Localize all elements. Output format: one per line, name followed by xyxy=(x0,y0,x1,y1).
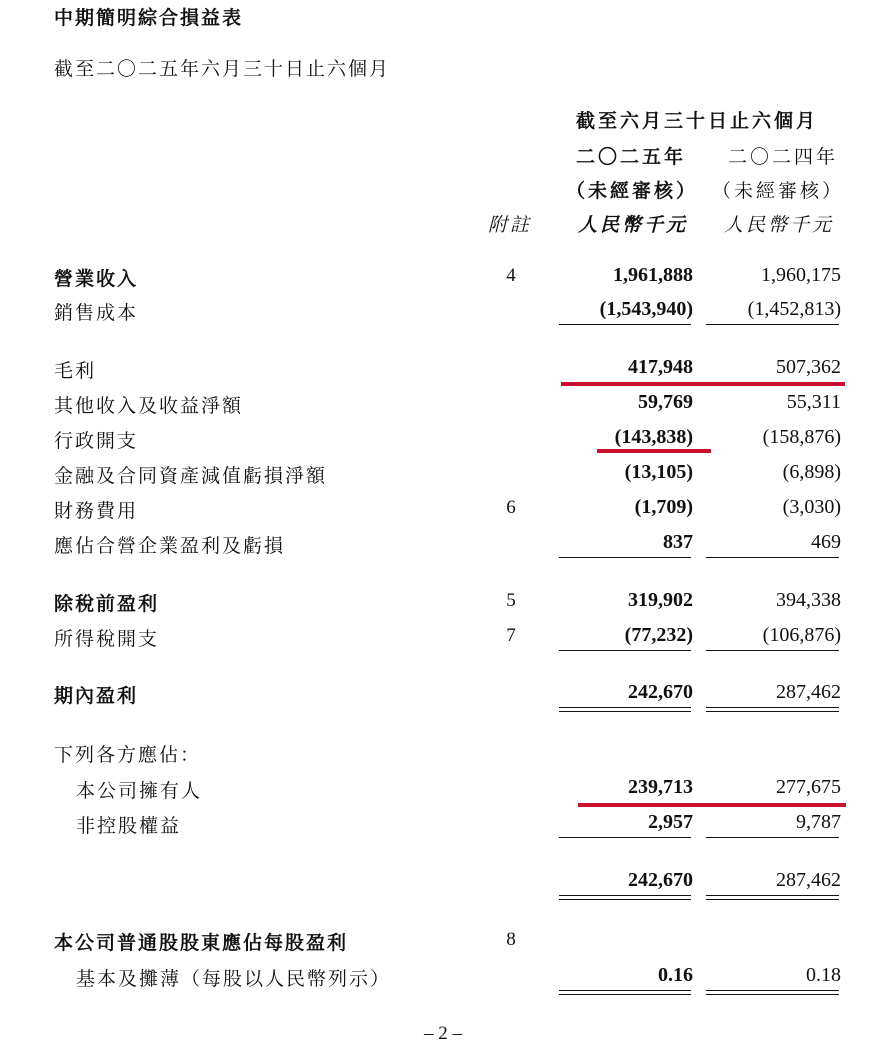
row-label-profit-before-tax: 除稅前盈利 xyxy=(54,593,160,615)
total-double-rule xyxy=(706,895,839,896)
row-label-other-income: 其他收入及收益淨額 xyxy=(54,395,244,417)
row-label-revenue: 營業收入 xyxy=(54,268,139,290)
row-value-2024-gross-profit: 507,362 xyxy=(776,356,841,378)
row-note-revenue: 4 xyxy=(506,265,516,286)
row-label-finance-costs: 財務費用 xyxy=(54,500,139,522)
total-double-rule xyxy=(706,994,839,995)
row-value-2024-income-tax: (106,876) xyxy=(762,624,841,646)
row-note-profit-before-tax: 5 xyxy=(506,590,516,611)
row-value-2025-profit-before-tax: 319,902 xyxy=(628,589,693,611)
total-double-rule xyxy=(706,899,839,900)
document-title: 中期簡明綜合損益表 xyxy=(54,7,244,29)
row-value-2025-attributable-total: 242,670 xyxy=(628,869,693,891)
row-note-eps: 8 xyxy=(506,929,516,950)
row-value-2025-basic-diluted: 0.16 xyxy=(658,964,693,986)
total-double-rule xyxy=(559,990,691,991)
row-label-basic-diluted: 基本及攤薄（每股以人民幣列示） xyxy=(76,968,392,990)
row-label-cost-of-sales: 銷售成本 xyxy=(54,302,139,324)
row-value-2024-attributable-total: 287,462 xyxy=(776,869,841,891)
row-value-2024-basic-diluted: 0.18 xyxy=(806,964,841,986)
row-value-2024-finance-costs: (3,030) xyxy=(782,496,841,518)
highlight-red-line xyxy=(597,449,711,453)
row-value-2025-income-tax: (77,232) xyxy=(624,624,693,646)
subtotal-rule xyxy=(706,837,839,838)
subtotal-rule xyxy=(559,650,691,651)
row-value-2024-profit-before-tax: 394,338 xyxy=(776,589,841,611)
year-2025-header: 二〇二五年 xyxy=(576,146,687,168)
row-value-2025-owners: 239,713 xyxy=(628,776,693,798)
subtotal-rule xyxy=(559,557,691,558)
currency-2025-header: 人民幣千元 xyxy=(578,214,689,236)
row-value-2025-impairment-losses: (13,105) xyxy=(624,461,693,483)
currency-2024-header: 人民幣千元 xyxy=(724,214,835,236)
row-value-2025-cost-of-sales: (1,543,940) xyxy=(599,298,693,320)
row-value-2025-non-controlling: 2,957 xyxy=(648,811,693,833)
row-value-2025-jv-share: 837 xyxy=(663,531,693,553)
row-value-2025-other-income: 59,769 xyxy=(638,391,693,413)
row-note-finance-costs: 6 xyxy=(506,497,516,518)
row-label-jv-share: 應佔合營企業盈利及虧損 xyxy=(54,535,286,557)
row-label-attributable-to: 下列各方應佔： xyxy=(54,744,202,766)
row-label-non-controlling: 非控股權益 xyxy=(76,815,182,837)
row-value-2024-non-controlling: 9,787 xyxy=(796,811,841,833)
unaudited-2025-header: （未經審核） xyxy=(566,180,699,202)
row-value-2024-profit-for-period: 287,462 xyxy=(776,681,841,703)
row-label-admin-expenses: 行政開支 xyxy=(54,430,139,452)
total-double-rule xyxy=(706,711,839,712)
document-subtitle: 截至二〇二五年六月三十日止六個月 xyxy=(54,58,391,80)
row-value-2024-cost-of-sales: (1,452,813) xyxy=(747,298,841,320)
total-double-rule xyxy=(706,990,839,991)
total-double-rule xyxy=(559,895,691,896)
row-label-income-tax: 所得稅開支 xyxy=(54,628,160,650)
total-double-rule xyxy=(559,994,691,995)
subtotal-rule xyxy=(559,324,691,325)
page-number: – 2 – xyxy=(424,1023,462,1044)
row-value-2024-admin-expenses: (158,876) xyxy=(762,426,841,448)
total-double-rule xyxy=(559,711,691,712)
row-label-gross-profit: 毛利 xyxy=(54,360,97,382)
row-value-2024-owners: 277,675 xyxy=(776,776,841,798)
row-note-income-tax: 7 xyxy=(506,625,516,646)
row-value-2025-finance-costs: (1,709) xyxy=(634,496,693,518)
row-value-2025-admin-expenses: (143,838) xyxy=(614,426,693,448)
total-double-rule xyxy=(559,707,691,708)
subtotal-rule xyxy=(706,557,839,558)
highlight-red-line xyxy=(561,382,845,386)
unaudited-2024-header: （未經審核） xyxy=(712,180,845,202)
row-value-2024-impairment-losses: (6,898) xyxy=(782,461,841,483)
subtotal-rule xyxy=(706,324,839,325)
highlight-red-line xyxy=(578,803,846,807)
year-2024-header: 二〇二四年 xyxy=(728,146,839,168)
row-value-2025-revenue: 1,961,888 xyxy=(613,264,693,286)
row-label-owners: 本公司擁有人 xyxy=(76,780,203,802)
period-header: 截至六月三十日止六個月 xyxy=(576,110,819,132)
notes-header: 附註 xyxy=(488,214,533,236)
row-value-2024-other-income: 55,311 xyxy=(786,391,841,413)
row-label-eps: 本公司普通股股東應佔每股盈利 xyxy=(54,932,349,954)
row-value-2024-revenue: 1,960,175 xyxy=(761,264,841,286)
subtotal-rule xyxy=(706,650,839,651)
total-double-rule xyxy=(706,707,839,708)
row-label-impairment-losses: 金融及合同資產減值虧損淨額 xyxy=(54,465,328,487)
subtotal-rule xyxy=(559,837,691,838)
row-label-profit-for-period: 期內盈利 xyxy=(54,685,139,707)
row-value-2025-gross-profit: 417,948 xyxy=(628,356,693,378)
total-double-rule xyxy=(559,899,691,900)
row-value-2025-profit-for-period: 242,670 xyxy=(628,681,693,703)
row-value-2024-jv-share: 469 xyxy=(811,531,841,553)
